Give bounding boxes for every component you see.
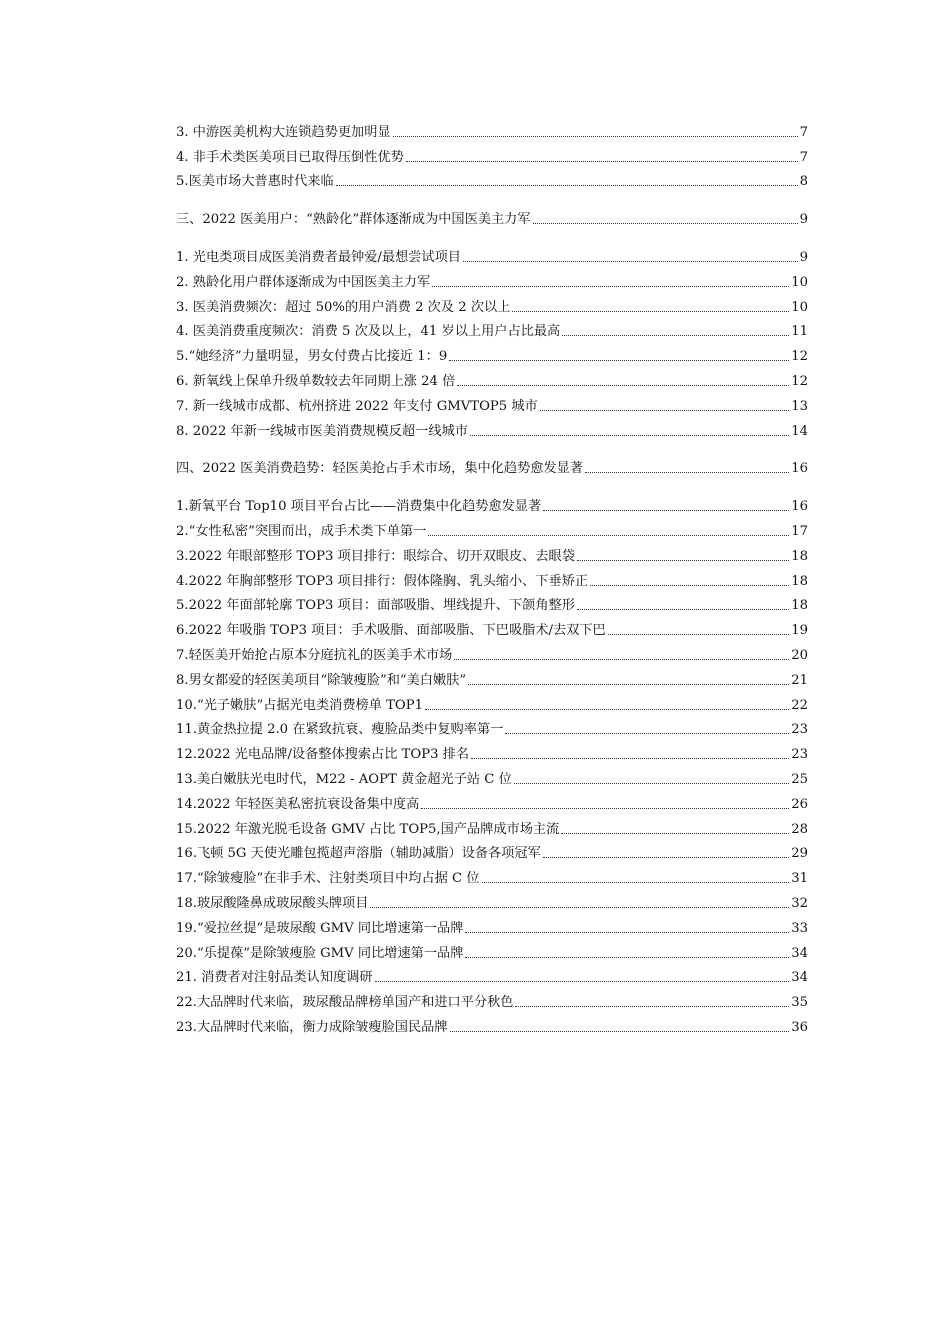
toc-page-number: 16	[791, 499, 808, 515]
toc-dot-leader	[514, 783, 789, 784]
toc-item[interactable]	[176, 266, 808, 291]
toc-item[interactable]	[176, 738, 808, 763]
toc-item[interactable]	[176, 937, 808, 962]
toc-item[interactable]	[176, 291, 808, 316]
toc-dot-leader	[482, 882, 790, 883]
toc-dot-leader	[590, 585, 789, 586]
toc-item[interactable]	[176, 689, 808, 714]
toc-item[interactable]	[176, 813, 808, 838]
toc-item[interactable]	[176, 862, 808, 887]
toc-item[interactable]	[176, 316, 808, 341]
toc-entry-title: 三、2022 医美用户：“熟龄化”群体逐渐成为中国医美主力军	[176, 212, 531, 228]
toc-dot-leader	[449, 360, 789, 361]
toc-dot-leader	[421, 808, 789, 809]
toc-entry-title: 8. 2022 年新一线城市医美消费规模反超一线城市	[176, 423, 468, 439]
toc-entry-title: 19.“爱拉丝提”是玻尿酸 GMV 同比增速第一品牌	[176, 920, 464, 936]
toc-page-number: 25	[791, 771, 808, 787]
toc-section-heading[interactable]	[176, 203, 808, 228]
toc-item[interactable]	[176, 887, 808, 912]
toc-entry-title: 6. 新氧线上保单升级单数较去年同期上涨 24 倍	[176, 373, 456, 389]
toc-entry-title: 16.飞顿 5G 天使光雕包揽超声溶脂（辅助减脂）设备各项冠军	[176, 846, 541, 862]
toc-entry-title: 2. 熟龄化用户群体逐渐成为中国医美主力军	[176, 274, 431, 290]
toc-page-number: 11	[791, 324, 808, 340]
toc-entry-title: 10.“光子嫩肤”占据光电类消费榜单 TOP1	[176, 697, 423, 713]
toc-item[interactable]	[176, 1011, 808, 1036]
toc-entry-title: 12.2022 光电品牌/设备整体搜索占比 TOP3 排名	[176, 747, 470, 763]
toc-entry-title: 4. 非手术类医美项目已取得压倒性优势	[176, 149, 404, 165]
toc-entry-title: 1. 光电类项目成医美消费者最钟爱/最想尝试项目	[176, 249, 461, 265]
toc-item[interactable]	[176, 241, 808, 266]
toc-dot-leader	[540, 410, 789, 411]
toc-entry-title: 6.2022 年吸脂 TOP3 项目：手术吸脂、面部吸脂、下巴吸脂术/去双下巴	[176, 623, 606, 639]
toc-item[interactable]	[176, 540, 808, 565]
toc-page-number: 29	[791, 846, 808, 862]
toc-dot-leader	[515, 1006, 789, 1007]
toc-page-number: 32	[791, 895, 808, 911]
toc-item[interactable]	[176, 763, 808, 788]
toc-dot-leader	[370, 907, 789, 908]
toc-page-number: 9	[799, 249, 808, 265]
toc-entry-title: 15.2022 年激光脱毛设备 GMV 占比 TOP5,国产品牌成市场主流	[176, 821, 560, 837]
toc-item[interactable]	[176, 515, 808, 540]
toc-entry-title: 5.医美市场大普惠时代来临	[176, 174, 334, 190]
toc-dot-leader	[562, 335, 789, 336]
toc-entry-title: 8.男女都爱的轻医美项目“除皱瘦脸”和“美白嫩肤”	[176, 672, 467, 688]
toc-item[interactable]	[176, 116, 808, 141]
toc-page-number: 14	[791, 423, 808, 439]
toc-page-number: 23	[791, 747, 808, 763]
toc-dot-leader	[561, 833, 789, 834]
toc-entry-title: 21. 消费者对注射品类认知度调研	[176, 970, 373, 986]
toc-page-number: 28	[791, 821, 808, 837]
toc-entry-title: 17.“除皱瘦脸”在非手术、注射类项目中均占据 C 位	[176, 871, 480, 887]
toc-entry-title: 3. 中游医美机构大连锁趋势更加明显	[176, 124, 391, 140]
toc-dot-leader	[463, 261, 798, 262]
toc-page-number: 34	[791, 945, 808, 961]
toc-entry-title: 3.2022 年眼部整形 TOP3 项目排行：眼综合、切开双眼皮、去眼袋	[176, 548, 575, 564]
toc-page-number: 9	[799, 212, 808, 228]
toc-dot-leader	[533, 223, 798, 224]
toc-dot-leader	[465, 957, 789, 958]
toc-item[interactable]	[176, 365, 808, 390]
toc-entry-title: 3. 医美消费频次：超过 50%的用户消费 2 次及 2 次以上	[176, 299, 511, 315]
toc-entry-title: 20.“乐提葆”是除皱瘦脸 GMV 同比增速第一品牌	[176, 945, 464, 961]
toc-dot-leader	[577, 609, 789, 610]
toc-item[interactable]	[176, 838, 808, 863]
toc-page-number: 18	[791, 598, 808, 614]
toc-item[interactable]	[176, 590, 808, 615]
toc-dot-leader	[543, 510, 789, 511]
toc-page-number: 23	[791, 722, 808, 738]
toc-dot-leader	[512, 311, 789, 312]
toc-entry-title: 7.轻医美开始抢占原本分庭抗礼的医美手术市场	[176, 647, 453, 663]
toc-page-number: 7	[799, 149, 808, 165]
toc-dot-leader	[406, 161, 798, 162]
toc-dot-leader	[450, 1031, 790, 1032]
toc-item[interactable]	[176, 141, 808, 166]
toc-dot-leader	[457, 385, 789, 386]
toc-dot-leader	[425, 709, 789, 710]
toc-page-number: 18	[791, 573, 808, 589]
toc-page-number: 22	[791, 697, 808, 713]
toc-dot-leader	[428, 535, 789, 536]
toc-item[interactable]	[176, 340, 808, 365]
toc-entry-title: 11.黄金热拉提 2.0 在紧致抗衰、瘦脸品类中复购率第一	[176, 722, 504, 738]
toc-dot-leader	[432, 286, 789, 287]
toc-dot-leader	[471, 758, 789, 759]
toc-entry-title: 1.新氧平台 Top10 项目平台占比——消费集中化趋势愈发显著	[176, 499, 542, 515]
toc-item[interactable]	[176, 788, 808, 813]
toc-dot-leader	[543, 857, 789, 858]
toc-entry-title: 四、2022 医美消费趋势：轻医美抢占手术市场，集中化趋势愈发显著	[176, 461, 584, 477]
toc-page-number: 34	[791, 970, 808, 986]
toc-page-number: 20	[791, 647, 808, 663]
toc-page-number: 13	[791, 398, 808, 414]
toc-section-heading[interactable]	[176, 453, 808, 478]
toc-page-number: 12	[791, 373, 808, 389]
toc-dot-leader	[393, 136, 798, 137]
toc-page-number: 10	[791, 274, 808, 290]
toc-dot-leader	[585, 472, 789, 473]
toc-page-number: 17	[791, 523, 808, 539]
toc-item[interactable]	[176, 714, 808, 739]
toc-entry-title: 18.玻尿酸隆鼻成玻尿酸头牌项目	[176, 895, 369, 911]
toc-item[interactable]	[176, 639, 808, 664]
toc-item[interactable]	[176, 490, 808, 515]
toc-dot-leader	[375, 981, 790, 982]
toc-entry-title: 4.2022 年胸部整形 TOP3 项目排行：假体隆胸、乳头缩小、下垂矫正	[176, 573, 589, 589]
toc-entry-title: 4. 医美消费重度频次：消费 5 次及以上，41 岁以上用户占比最高	[176, 324, 561, 340]
toc-item[interactable]	[176, 390, 808, 415]
toc-entry-title: 5.2022 年面部轮廓 TOP3 项目：面部吸脂、埋线提升、下颌角整形	[176, 598, 575, 614]
toc-item[interactable]	[176, 614, 808, 639]
toc-entry-title: 13.美白嫩肤光电时代，M22 - AOPT 黄金超光子站 C 位	[176, 771, 512, 787]
table-of-contents	[176, 116, 808, 1036]
toc-page-number: 31	[791, 871, 808, 887]
toc-item[interactable]	[176, 912, 808, 937]
toc-item[interactable]	[176, 415, 808, 440]
toc-entry-title: 2.“女性私密”突围而出，成手术类下单第一	[176, 523, 427, 539]
toc-entry-title: 5.“她经济”力量明显，男女付费占比接近 1：9	[176, 349, 448, 365]
toc-page-number: 26	[791, 796, 808, 812]
toc-dot-leader	[468, 684, 789, 685]
toc-page-number: 7	[799, 124, 808, 140]
toc-page-number: 21	[791, 672, 808, 688]
toc-entry-title: 23.大品牌时代来临，衡力成除皱瘦脸国民品牌	[176, 1019, 448, 1035]
toc-dot-leader	[465, 932, 789, 933]
toc-page-number: 10	[791, 299, 808, 315]
toc-page-number: 33	[791, 920, 808, 936]
toc-page-number: 8	[799, 174, 808, 190]
toc-item[interactable]	[176, 986, 808, 1011]
toc-dot-leader	[454, 659, 789, 660]
toc-page-number: 19	[791, 623, 808, 639]
toc-item[interactable]	[176, 166, 808, 191]
toc-entry-title: 14.2022 年轻医美私密抗衰设备集中度高	[176, 796, 420, 812]
toc-page-number: 36	[791, 1019, 808, 1035]
toc-dot-leader	[470, 435, 789, 436]
toc-dot-leader	[577, 560, 789, 561]
toc-page-number: 12	[791, 349, 808, 365]
toc-item[interactable]	[176, 565, 808, 590]
toc-page-number: 16	[791, 461, 808, 477]
toc-page-number: 18	[791, 548, 808, 564]
toc-page-number: 35	[791, 995, 808, 1011]
toc-item[interactable]	[176, 664, 808, 689]
toc-dot-leader	[505, 733, 789, 734]
toc-entry-title: 22.大品牌时代来临，玻尿酸品牌榜单国产和进口平分秋色	[176, 995, 514, 1011]
toc-dot-leader	[608, 634, 790, 635]
toc-dot-leader	[336, 185, 798, 186]
toc-entry-title: 7. 新一线城市成都、杭州挤进 2022 年支付 GMVTOP5 城市	[176, 398, 538, 414]
toc-item[interactable]	[176, 962, 808, 987]
